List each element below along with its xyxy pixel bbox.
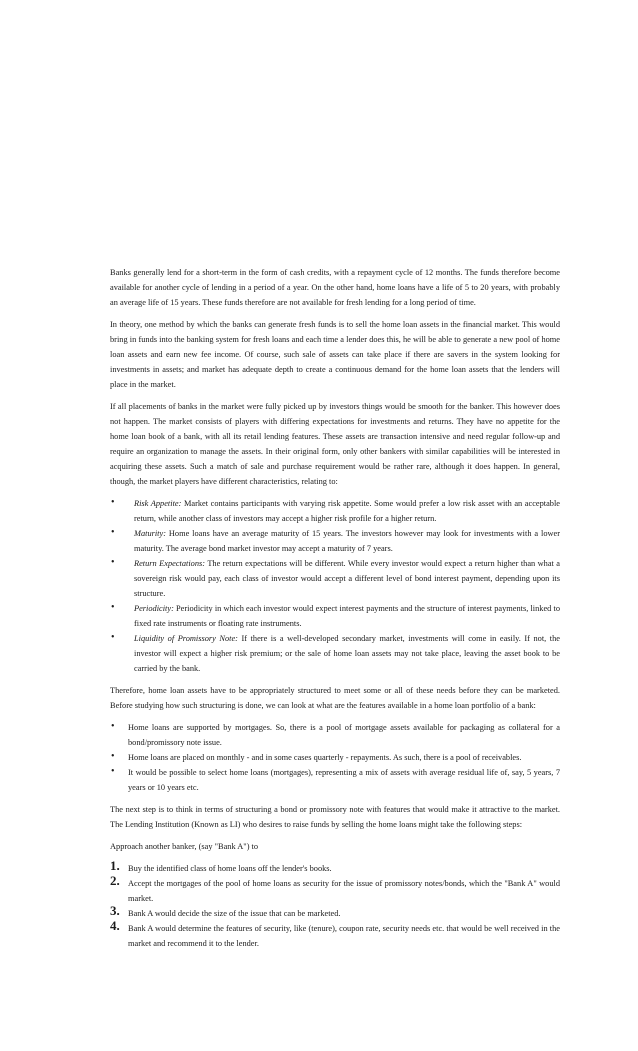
item-term: Liquidity of Promissory Note: [134,634,238,643]
list-item [110,858,560,876]
list-item [110,903,560,921]
step-text: Bank A would determine the features of security, like (tenure), coupon rate, security needs etc. that would be well received in the market and recommend it to the lender. [128,924,560,948]
steps-list [110,858,560,951]
list-item [110,750,560,765]
item-text: Home loans have an average maturity of 15 years. The investors however may look for investments with a lower maturity. The average bond market investor may accept a maturity of 7 years. [134,529,560,553]
item-text: Home loans are supported by mortgages. So, there is a pool of mortgage assets available for packaging as collateral for a bond/promissory note issue. [128,723,560,747]
list-item [110,556,560,601]
home-loan-features-list [110,720,560,795]
list-item [110,631,560,676]
list-item [110,526,560,556]
list-item [110,918,560,951]
item-text: Market contains participants with varying risk appetite. Some would prefer a low risk asset with an acceptable return, while another class of investors may accept a higher risk profile for a higher return. [134,499,560,523]
market-characteristics-list [110,496,560,676]
paragraph-approach-banker: Approach another banker, (say "Bank A") to [110,842,259,851]
step-text: Accept the mortgages of the pool of home loans as security for the issue of promissory notes/bonds, which the "Bank A" would market. [128,879,560,903]
step-number: 3. [110,903,120,918]
step-text: Buy the identified class of home loans off the lender's books. [128,864,332,873]
item-term: Risk Appetite: [134,499,182,508]
step-number: 1. [110,858,120,873]
paragraph-next-step: The next step is to think in terms of structuring a bond or promissory note with features that would make it attractive to the market. The Lending Institution (Known as LI) who desires to raise funds by selling the home loans might take the following steps: [110,805,560,829]
step-text: Bank A would decide the size of the issue that can be marketed. [128,909,341,918]
paragraph-sell-home-loans: In theory, one method by which the banks can generate fresh funds is to sell the home loan assets in the financial market. This would bring in funds into the banking system for fresh loans and each time a lender does this, he will be able to generate a new pool of home loan assets and earn new fee income. Of course, such sale of assets can take place if there are savers in the system looking for investments in assets; and market has adequate depth to create a continuous demand for the home loan assets that the lenders will place in the market. [110,320,560,389]
paragraph-short-term-lending: Banks generally lend for a short-term in the form of cash credits, with a repayment cycle of 12 months. The funds therefore become available for another cycle of lending in a period of a year. On the other hand, home loans have a life of 5 to 20 years, with probably an average life of 15 years. These funds therefore are not available for fresh lending for a long period of time. [110,268,560,307]
list-item [110,720,560,750]
bullet-icon: • [111,527,115,538]
step-number: 4. [110,918,120,933]
bullet-icon: • [111,602,115,613]
document-page [110,265,560,958]
item-term: Periodicity: [134,604,174,613]
item-text: Periodicity in which each investor would expect interest payments and the structure of interest payments, linked to fixed rate instruments or floating rate instruments. [134,604,560,628]
bullet-icon: • [111,721,115,732]
bullet-icon: • [111,557,115,568]
item-text: Home loans are placed on monthly - and in some cases quarterly - repayments. As such, there is a pool of receivables. [128,753,522,762]
list-item [110,601,560,631]
list-item [110,765,560,795]
item-text: If there is a well-developed secondary market, investments will come in easily. If not, the investor will expect a higher risk premium; or the sale of home loan assets may not take place, leaving the asset book to be carried by the bank. [134,634,560,673]
bullet-icon: • [111,497,115,508]
item-text: The return expectations will be different. While every investor would expect a return higher than what a sovereign risk would pay, each class of investor would accept a different level of bond interest payment, depending upon its structure. [134,559,560,598]
paragraph-structuring: Therefore, home loan assets have to be appropriately structured to meet some or all of these needs before they can be marketed. Before studying how such structuring is done, we can look at what are the features available in a home loan portfolio of a bank: [110,686,560,710]
bullet-icon: • [111,632,115,643]
item-term: Maturity: [134,529,166,538]
list-item [110,496,560,526]
bullet-icon: • [111,751,115,762]
item-term: Return Expectations: [134,559,206,568]
step-number: 2. [110,873,120,888]
paragraph-market-players: If all placements of banks in the market were fully picked up by investors things would be smooth for the banker. This however does not happen. The market consists of players with differing expectations for investments and returns. They have no appetite for the home loan book of a bank, with all its retail lending features. These assets are transaction intensive and need regular follow-up and require an organization to manage the assets. In their original form, only other bankers with similar capabilities will be interested in acquiring these assets. Such a match of sale and purchase requirement would be rather rare, although it does happen. In general, though, the market players have different characteristics, relating to: [110,402,560,486]
bullet-icon: • [111,766,115,777]
list-item [110,873,560,906]
item-text: It would be possible to select home loans (mortgages), representing a mix of assets with average residual life of, say, 5 years, 7 years or 10 years etc. [128,768,560,792]
